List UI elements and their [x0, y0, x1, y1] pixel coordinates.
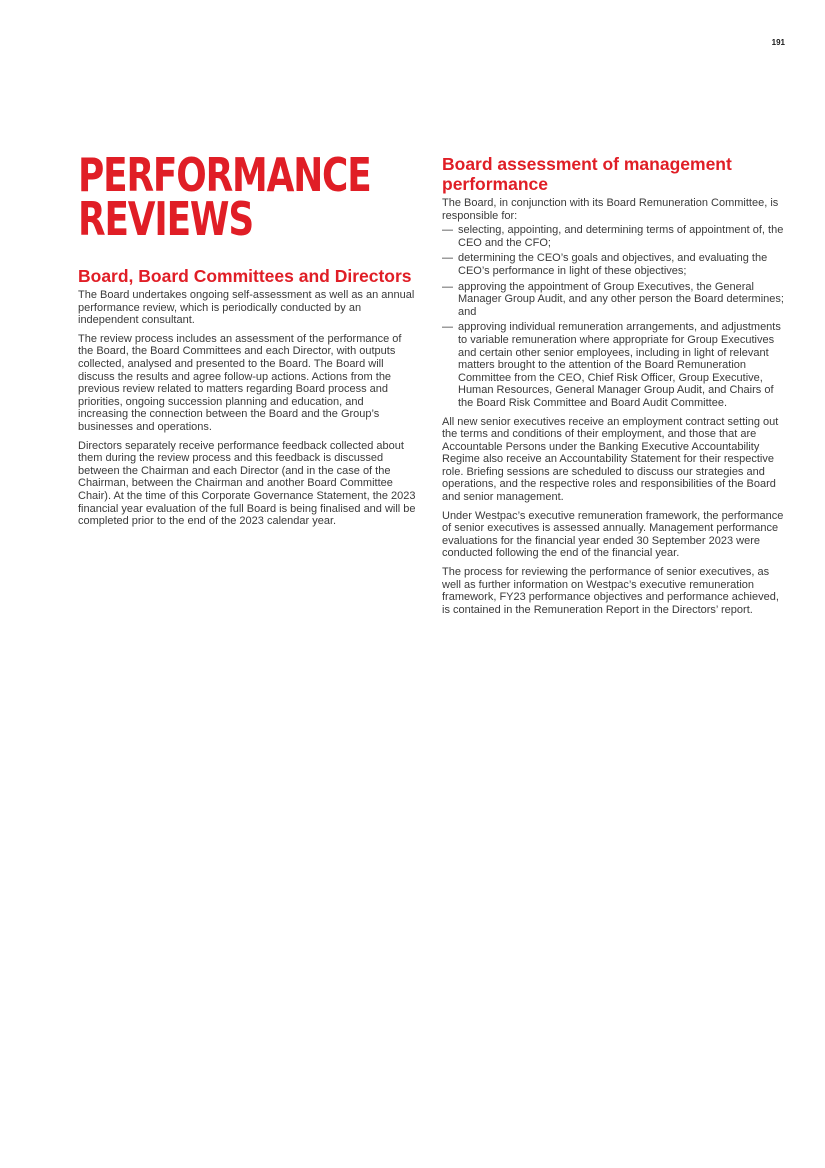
list-item-text: approving individual remuneration arrangements, and adjustments to variable remuneration where appropriate for Group Executives and certain other senior employees, including in light of relevant matters brought to the attention of the Board Remuneration Committee from the CEO, Chief Risk Officer, Group Executive, Human Resources, General Manager Group Audit, and Chairs of the Board Risk Committee and Board Audit Committee.: [458, 321, 781, 409]
dash-marker: —: [442, 224, 453, 237]
list-item-text: approving the appointment of Group Executives, the General Manager Group Audit, and any other person the Board determines; and: [458, 280, 784, 318]
paragraph: The review process includes an assessment of the performance of the Board, the Board Committees and each Director, with outputs collected, analysed and presented to the Board. The Board will discuss the results and agree follow-up actions. Actions from the previous review related to matters regarding Board process and priorities, ongoing succession planning and education, and increasing the connection between the Board and the Group’s businesses and operations.: [78, 332, 402, 433]
list-item: [442, 281, 788, 319]
paragraph: Directors separately receive performance feedback collected about them during the review process and this feedback is discussed between the Chairman and each Director (and in the case of the Chairman, between the Chairman and another Board Committee Chair). At the time of this Corporate Governance Statement, the 2023 financial year evaluation of the full Board is being finalised and will be completed prior to the end of the 2023 calendar year.: [78, 439, 416, 528]
page-title-line-2: REVIEWS: [78, 192, 254, 246]
paragraph: Under Westpac’s executive remuneration framework, the performance of senior executives is assessed annually. Management performance evaluations for the financial year ended 30 September 2023 were conducted following the end of the financial year.: [442, 509, 784, 560]
dash-marker: —: [442, 321, 453, 334]
right-column: [442, 154, 788, 622]
dash-marker: —: [442, 252, 453, 265]
dash-marker: —: [442, 280, 453, 293]
list-item: [442, 252, 788, 277]
section-heading-board-committees-directors: Board, Board Committees and Directors: [78, 266, 412, 286]
list-item-text: determining the CEO’s goals and objectives, and evaluating the CEO’s performance in light of these objectives;: [458, 252, 768, 277]
paragraph: The Board undertakes ongoing self-assessment as well as an annual performance review, which is periodically conducted by an independent consultant.: [78, 289, 415, 327]
left-column: [78, 148, 416, 534]
list-item: [442, 321, 788, 409]
section-heading-management-performance: Board assessment of management performance: [442, 154, 732, 194]
page-title-line-1: PERFORMANCE: [78, 148, 371, 202]
paragraph: The process for reviewing the performance of senior executives, as well as further information on Westpac’s executive remuneration framework, FY23 performance objectives and performance achieved, is contained in the Remuneration Report in the Directors’ report.: [442, 566, 779, 616]
intro-paragraph: The Board, in conjunction with its Board Remuneration Committee, is responsible for:: [442, 197, 779, 222]
page-title: [78, 148, 371, 246]
page-number: 191: [771, 38, 785, 47]
paragraph: All new senior executives receive an employment contract setting out the terms and conditions of their employment, and those that are Accountable Persons under the Banking Executive Accountability Regime also receive an Accountability Statement for their respective role. Briefing sessions are scheduled to discuss our strategies and operations, and the respective roles and responsibilities of the Board and senior management.: [442, 415, 779, 504]
list-item-text: selecting, appointing, and determining terms of appointment of, the CEO and the CFO;: [458, 224, 784, 249]
responsibilities-list: [442, 224, 788, 409]
list-item: [442, 224, 788, 249]
